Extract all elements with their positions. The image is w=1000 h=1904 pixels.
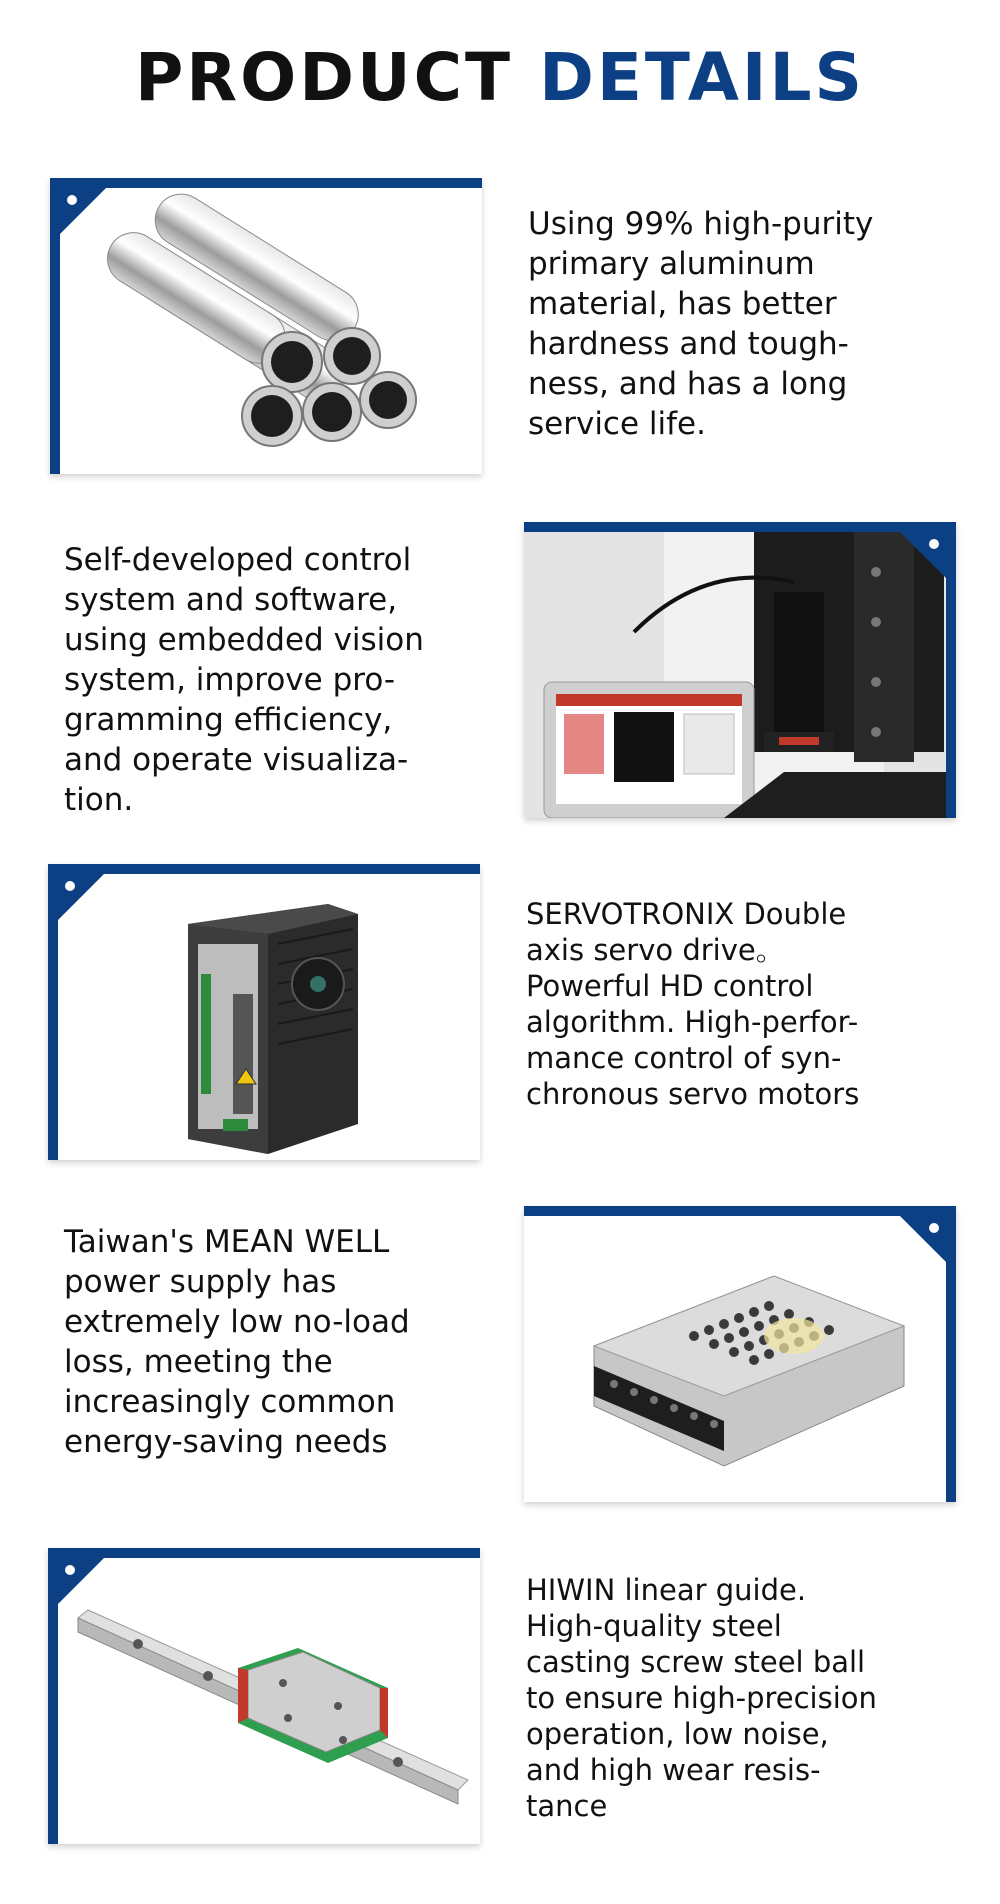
page-title: [0, 38, 1000, 118]
linear-guide-photo: [58, 1558, 480, 1844]
feature-image-frame-guide: [48, 1548, 480, 1844]
title-word-details: DETAILS: [539, 39, 866, 116]
frame-corner-ornament: [900, 1216, 946, 1262]
feature-image-frame-servo: [48, 864, 480, 1160]
feature-image-frame-aluminum: [50, 178, 482, 474]
feature-text-power: Taiwan's MEAN WELL power supply has extremely low no-load loss, meeting the increasingly common energy-saving needs: [64, 1224, 410, 1460]
feature-text-aluminum: Using 99% high-purity primary aluminum material, has better hardness and tough- ness, and has a long service life.: [528, 206, 874, 442]
title-word-product: PRODUCT: [134, 39, 514, 116]
feature-image-frame-power: [524, 1206, 956, 1502]
vision-camera-photo: [524, 532, 946, 818]
frame-corner-ornament: [58, 1558, 104, 1604]
frame-corner-ornament: [58, 874, 104, 920]
feature-image-frame-vision: [524, 522, 956, 818]
feature-text-vision: Self-developed control system and software, using embedded vision system, improve pro- gramming efficiency, and operate visualiza- tion.: [64, 542, 424, 818]
feature-text-guide: HIWIN linear guide. High-quality steel casting screw steel ball to ensure high-precision operation, low noise, and high wear resis- tance: [526, 1573, 877, 1823]
frame-corner-ornament: [900, 532, 946, 578]
servo-drive-photo: [58, 874, 480, 1160]
power-supply-photo: [524, 1216, 946, 1502]
frame-corner-ornament: [60, 188, 106, 234]
aluminum-tubes-photo: [60, 188, 482, 474]
feature-text-servo: SERVOTRONIX Double axis servo drive。 Powerful HD control algorithm. High-perfor- mance control of syn- chronous servo motors: [526, 897, 860, 1111]
